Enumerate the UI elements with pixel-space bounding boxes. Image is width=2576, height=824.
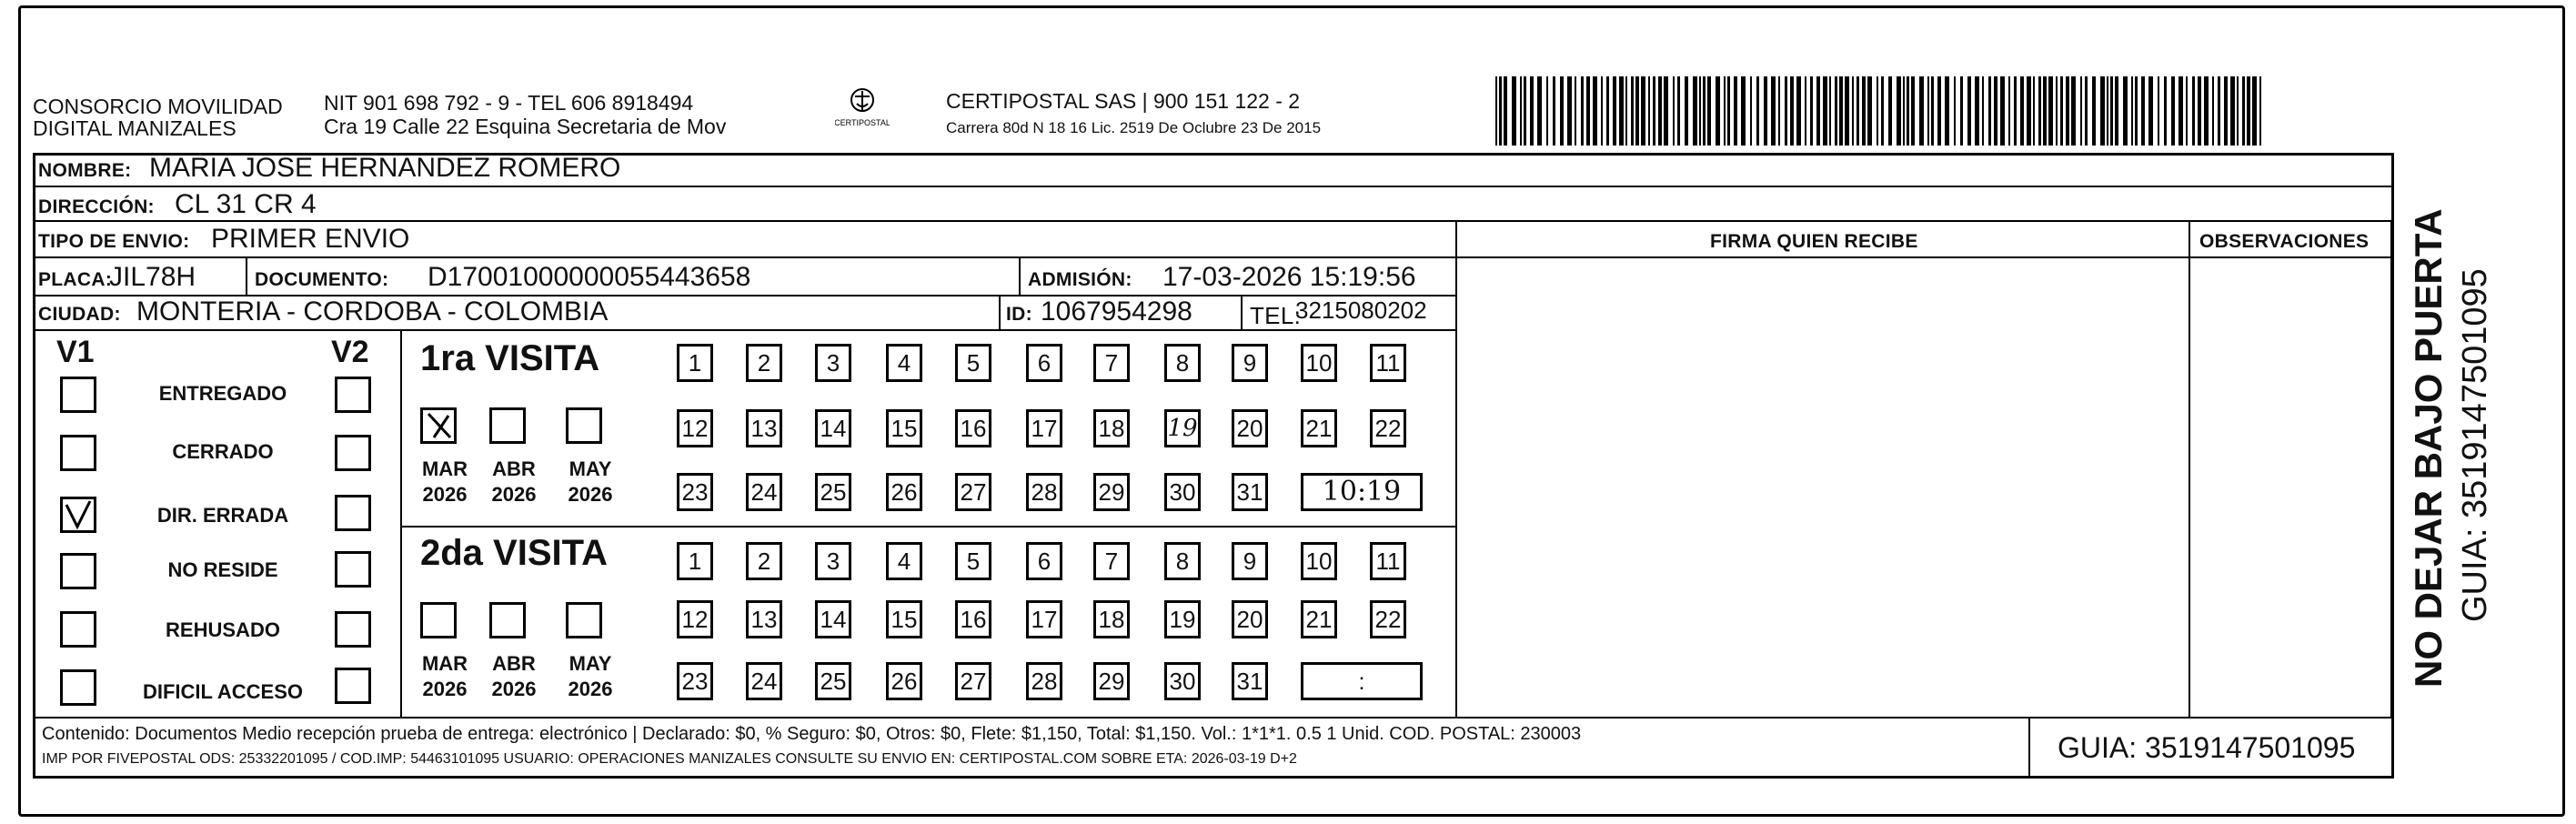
second-visit-day-7[interactable]: 7: [1093, 542, 1130, 580]
documento-value: D17001000000055443658: [428, 262, 751, 292]
row-divider: [400, 526, 1455, 528]
col-divider: [1241, 295, 1243, 329]
status-label: NO RESIDE: [167, 558, 278, 581]
second-visit-day-20[interactable]: 20: [1232, 600, 1268, 638]
second-visit-day-16[interactable]: 16: [955, 600, 991, 638]
certipostal-logo: [835, 84, 890, 138]
company-nit: NIT 901 698 792 - 9 - TEL 606 8918494: [324, 91, 694, 115]
first-visit-day-29[interactable]: 29: [1093, 473, 1130, 511]
month-label: MAY 2026: [568, 457, 613, 506]
direccion-value: CL 31 CR 4: [175, 189, 317, 219]
v1-no-reside-checkbox[interactable]: [60, 553, 96, 589]
first-visit-heading: 1ra VISITA: [420, 338, 600, 378]
second-visit-mar-checkbox[interactable]: [420, 602, 457, 638]
v1-entregado-checkbox[interactable]: [60, 377, 96, 413]
second-visit-day-17[interactable]: 17: [1026, 600, 1062, 638]
check-mark-icon: [423, 410, 454, 441]
second-visit-day-22[interactable]: 22: [1370, 600, 1406, 638]
v1-heading: V1: [56, 335, 95, 369]
tel-label: TEL:: [1250, 302, 1302, 329]
v2-rehusado-checkbox[interactable]: [335, 611, 371, 648]
col-divider: [999, 295, 1001, 329]
second-visit-abr-checkbox[interactable]: [489, 602, 526, 638]
row-divider: [33, 186, 2394, 187]
guia-side: GUIA: 3519147501095: [2456, 268, 2494, 622]
first-visit-day-20[interactable]: 20: [1232, 409, 1268, 447]
second-visit-day-4[interactable]: 4: [886, 542, 922, 580]
imp-text: IMP POR FIVEPOSTAL ODS: 25332201095 / COD.IMP: 54463101095 USUARIO: OPERACIONES MANIZALES CONSULTE SU ENVIO EN: CERTIPOSTAL.COM SOBRE ETA: 2026-03-19 D+2: [42, 751, 1297, 767]
v1-rehusado-checkbox[interactable]: [60, 611, 96, 648]
first-visit-day-15[interactable]: 15: [886, 409, 922, 447]
second-visit-day-14[interactable]: 14: [815, 600, 851, 638]
first-visit-mar-checkbox[interactable]: [420, 407, 457, 444]
v2-no-reside-checkbox[interactable]: [335, 551, 371, 588]
first-visit-day-30[interactable]: 30: [1164, 473, 1201, 511]
first-visit-day-31[interactable]: 31: [1232, 473, 1268, 511]
col-divider: [2028, 717, 2030, 779]
second-visit-day-12[interactable]: 12: [677, 600, 713, 638]
row-divider: [33, 329, 1455, 331]
first-visit-day-10[interactable]: 10: [1301, 344, 1337, 382]
first-visit-day-16[interactable]: 16: [955, 409, 991, 447]
first-visit-day-21[interactable]: 21: [1301, 409, 1337, 447]
no-dejar-bajo-puerta: NO DEJAR BAJO PUERTA: [2407, 208, 2450, 688]
month-label: MAY 2026: [568, 652, 613, 700]
col-divider: [1019, 256, 1021, 295]
id-label: ID:: [1006, 304, 1032, 325]
placa-value: JIL78H: [109, 262, 196, 292]
second-visit-day-19[interactable]: 19: [1164, 600, 1201, 638]
id-value: 1067954298: [1041, 296, 1192, 327]
row-divider: [33, 220, 2394, 222]
first-visit-day-26[interactable]: 26: [886, 473, 922, 511]
month-label: MAR 2026: [421, 652, 468, 700]
guia-footer: GUIA: 3519147501095: [2058, 731, 2356, 764]
first-visit-day-14[interactable]: 14: [815, 409, 851, 447]
second-visit-day-21[interactable]: 21: [1301, 600, 1337, 638]
month-label: ABR 2026: [491, 652, 537, 700]
first-visit-day-9[interactable]: 9: [1232, 344, 1268, 382]
second-visit-day-15[interactable]: 15: [886, 600, 922, 638]
v2-entregado-checkbox[interactable]: [335, 377, 371, 413]
col-divider: [1455, 220, 1457, 717]
first-visit-time-field[interactable]: 10:19: [1301, 473, 1423, 511]
nombre-label: NOMBRE:: [38, 160, 132, 181]
first-visit-day-18[interactable]: 18: [1093, 409, 1130, 447]
second-visit-day-25[interactable]: 25: [815, 662, 851, 700]
check-mark-icon: [63, 499, 94, 530]
first-visit-day-24[interactable]: 24: [746, 473, 782, 511]
v1-cerrado-checkbox[interactable]: [60, 435, 96, 471]
first-visit-day-2[interactable]: 2: [746, 344, 782, 382]
barcode: [1495, 76, 2265, 146]
v2-dificil-acceso-checkbox[interactable]: [335, 668, 371, 704]
observaciones-label: OBSERVACIONES: [2199, 231, 2370, 252]
firma-label: FIRMA QUIEN RECIBE: [1710, 231, 1918, 252]
first-visit-abr-checkbox[interactable]: [489, 407, 526, 444]
second-visit-day-5[interactable]: 5: [955, 542, 991, 580]
second-visit-day-11[interactable]: 11: [1370, 542, 1406, 580]
second-visit-heading: 2da VISITA: [420, 533, 608, 573]
certipostal-logo-icon: [835, 84, 890, 138]
second-visit-day-9[interactable]: 9: [1232, 542, 1268, 580]
second-visit-day-30[interactable]: 30: [1164, 662, 1201, 700]
second-visit-day-13[interactable]: 13: [746, 600, 782, 638]
second-visit-day-28[interactable]: 28: [1026, 662, 1062, 700]
company-address: Cra 19 Calle 22 Esquina Secretaria de Mov: [324, 115, 727, 138]
tipo-envio-label: TIPO DE ENVIO:: [38, 231, 190, 252]
first-visit-day-5[interactable]: 5: [955, 344, 991, 382]
second-visit-day-26[interactable]: 26: [886, 662, 922, 700]
direccion-label: DIRECCIÓN:: [38, 196, 155, 217]
documento-label: DOCUMENTO:: [255, 269, 389, 290]
first-visit-day-6[interactable]: 6: [1026, 344, 1062, 382]
v1-dificil-acceso-checkbox[interactable]: [60, 669, 96, 706]
col-divider: [2189, 220, 2190, 717]
second-visit-day-29[interactable]: 29: [1093, 662, 1130, 700]
second-visit-day-23[interactable]: 23: [677, 662, 713, 700]
admision-value: 17-03-2026 15:19:56: [1162, 262, 1416, 292]
first-visit-day-22[interactable]: 22: [1370, 409, 1406, 447]
second-visit-day-18[interactable]: 18: [1093, 600, 1130, 638]
second-visit-day-6[interactable]: 6: [1026, 542, 1062, 580]
ciudad-value: MONTERIA - CORDOBA - COLOMBIA: [136, 296, 609, 327]
first-visit-day-1[interactable]: 1: [677, 344, 713, 382]
carrier-name: CERTIPOSTAL SAS | 900 151 122 - 2: [946, 89, 1301, 113]
second-visit-day-2[interactable]: 2: [746, 542, 782, 580]
month-label: MAR 2026: [421, 457, 468, 506]
status-label: ENTREGADO: [158, 382, 287, 405]
first-visit-day-23[interactable]: 23: [677, 473, 713, 511]
nombre-value: MARIA JOSE HERNANDEZ ROMERO: [149, 153, 621, 183]
second-visit-time-field[interactable]: :: [1301, 662, 1423, 700]
first-visit-day-12[interactable]: 12: [677, 409, 713, 447]
first-visit-day-11[interactable]: 11: [1370, 344, 1406, 382]
second-visit-day-31[interactable]: 31: [1232, 662, 1268, 700]
status-label: DIR. ERRADA: [156, 504, 289, 527]
logo-text: CERTIPOSTAL: [835, 118, 890, 127]
tipo-envio-value: PRIMER ENVIO: [211, 224, 410, 254]
month-label: ABR 2026: [491, 457, 537, 506]
second-visit-day-10[interactable]: 10: [1301, 542, 1337, 580]
contenido-text: Contenido: Documentos Medio recepción prueba de entrega: electrónico | Declarado: $0, % Seguro: $0, Otros: $0, Flete: $1,150, Total: $1,150. Vol.: 1*1*1. 0.5 1 Unid. COD. POSTAL: 230003: [42, 724, 1582, 744]
first-visit-day-27[interactable]: 27: [955, 473, 991, 511]
second-visit-day-1[interactable]: 1: [677, 542, 713, 580]
status-label: REHUSADO: [166, 618, 280, 641]
first-visit-may-checkbox[interactable]: [566, 407, 602, 444]
row-divider: [33, 717, 2394, 718]
second-visit-may-checkbox[interactable]: [566, 602, 602, 638]
v1-dir-errada-checkbox[interactable]: [60, 497, 96, 533]
first-visit-day-7[interactable]: 7: [1093, 344, 1130, 382]
first-visit-day-19[interactable]: 19: [1164, 409, 1201, 447]
first-visit-day-4[interactable]: 4: [886, 344, 922, 382]
company-name-line2: DIGITAL MANIZALES: [33, 116, 236, 140]
second-visit-day-3[interactable]: 3: [815, 542, 851, 580]
col-divider: [2390, 220, 2392, 717]
tel-value: 3215080202: [1295, 296, 1427, 324]
first-visit-day-25[interactable]: 25: [815, 473, 851, 511]
first-visit-day-13[interactable]: 13: [746, 409, 782, 447]
v2-dir-errada-checkbox[interactable]: [335, 495, 371, 531]
second-visit-day-8[interactable]: 8: [1164, 542, 1201, 580]
first-visit-day-3[interactable]: 3: [815, 344, 851, 382]
admision-label: ADMISIÓN:: [1028, 269, 1132, 290]
first-visit-day-17[interactable]: 17: [1026, 409, 1062, 447]
col-divider: [246, 256, 247, 295]
col-divider: [400, 329, 402, 717]
status-label: CERRADO: [172, 440, 274, 463]
status-label: DIFICIL ACCESO: [142, 680, 303, 703]
first-visit-day-28[interactable]: 28: [1026, 473, 1062, 511]
second-visit-day-24[interactable]: 24: [746, 662, 782, 700]
row-divider: [33, 256, 2394, 258]
placa-label: PLACA:: [38, 269, 113, 290]
second-visit-day-27[interactable]: 27: [955, 662, 991, 700]
company-name-line1: CONSORCIO MOVILIDAD: [33, 95, 283, 118]
ciudad-label: CIUDAD:: [38, 304, 121, 325]
first-visit-day-8[interactable]: 8: [1164, 344, 1201, 382]
carrier-license: Carrera 80d N 18 16 Lic. 2519 De Oclubre 23 De 2015: [946, 119, 1322, 136]
v2-heading: V2: [331, 335, 369, 369]
v2-cerrado-checkbox[interactable]: [335, 435, 371, 471]
